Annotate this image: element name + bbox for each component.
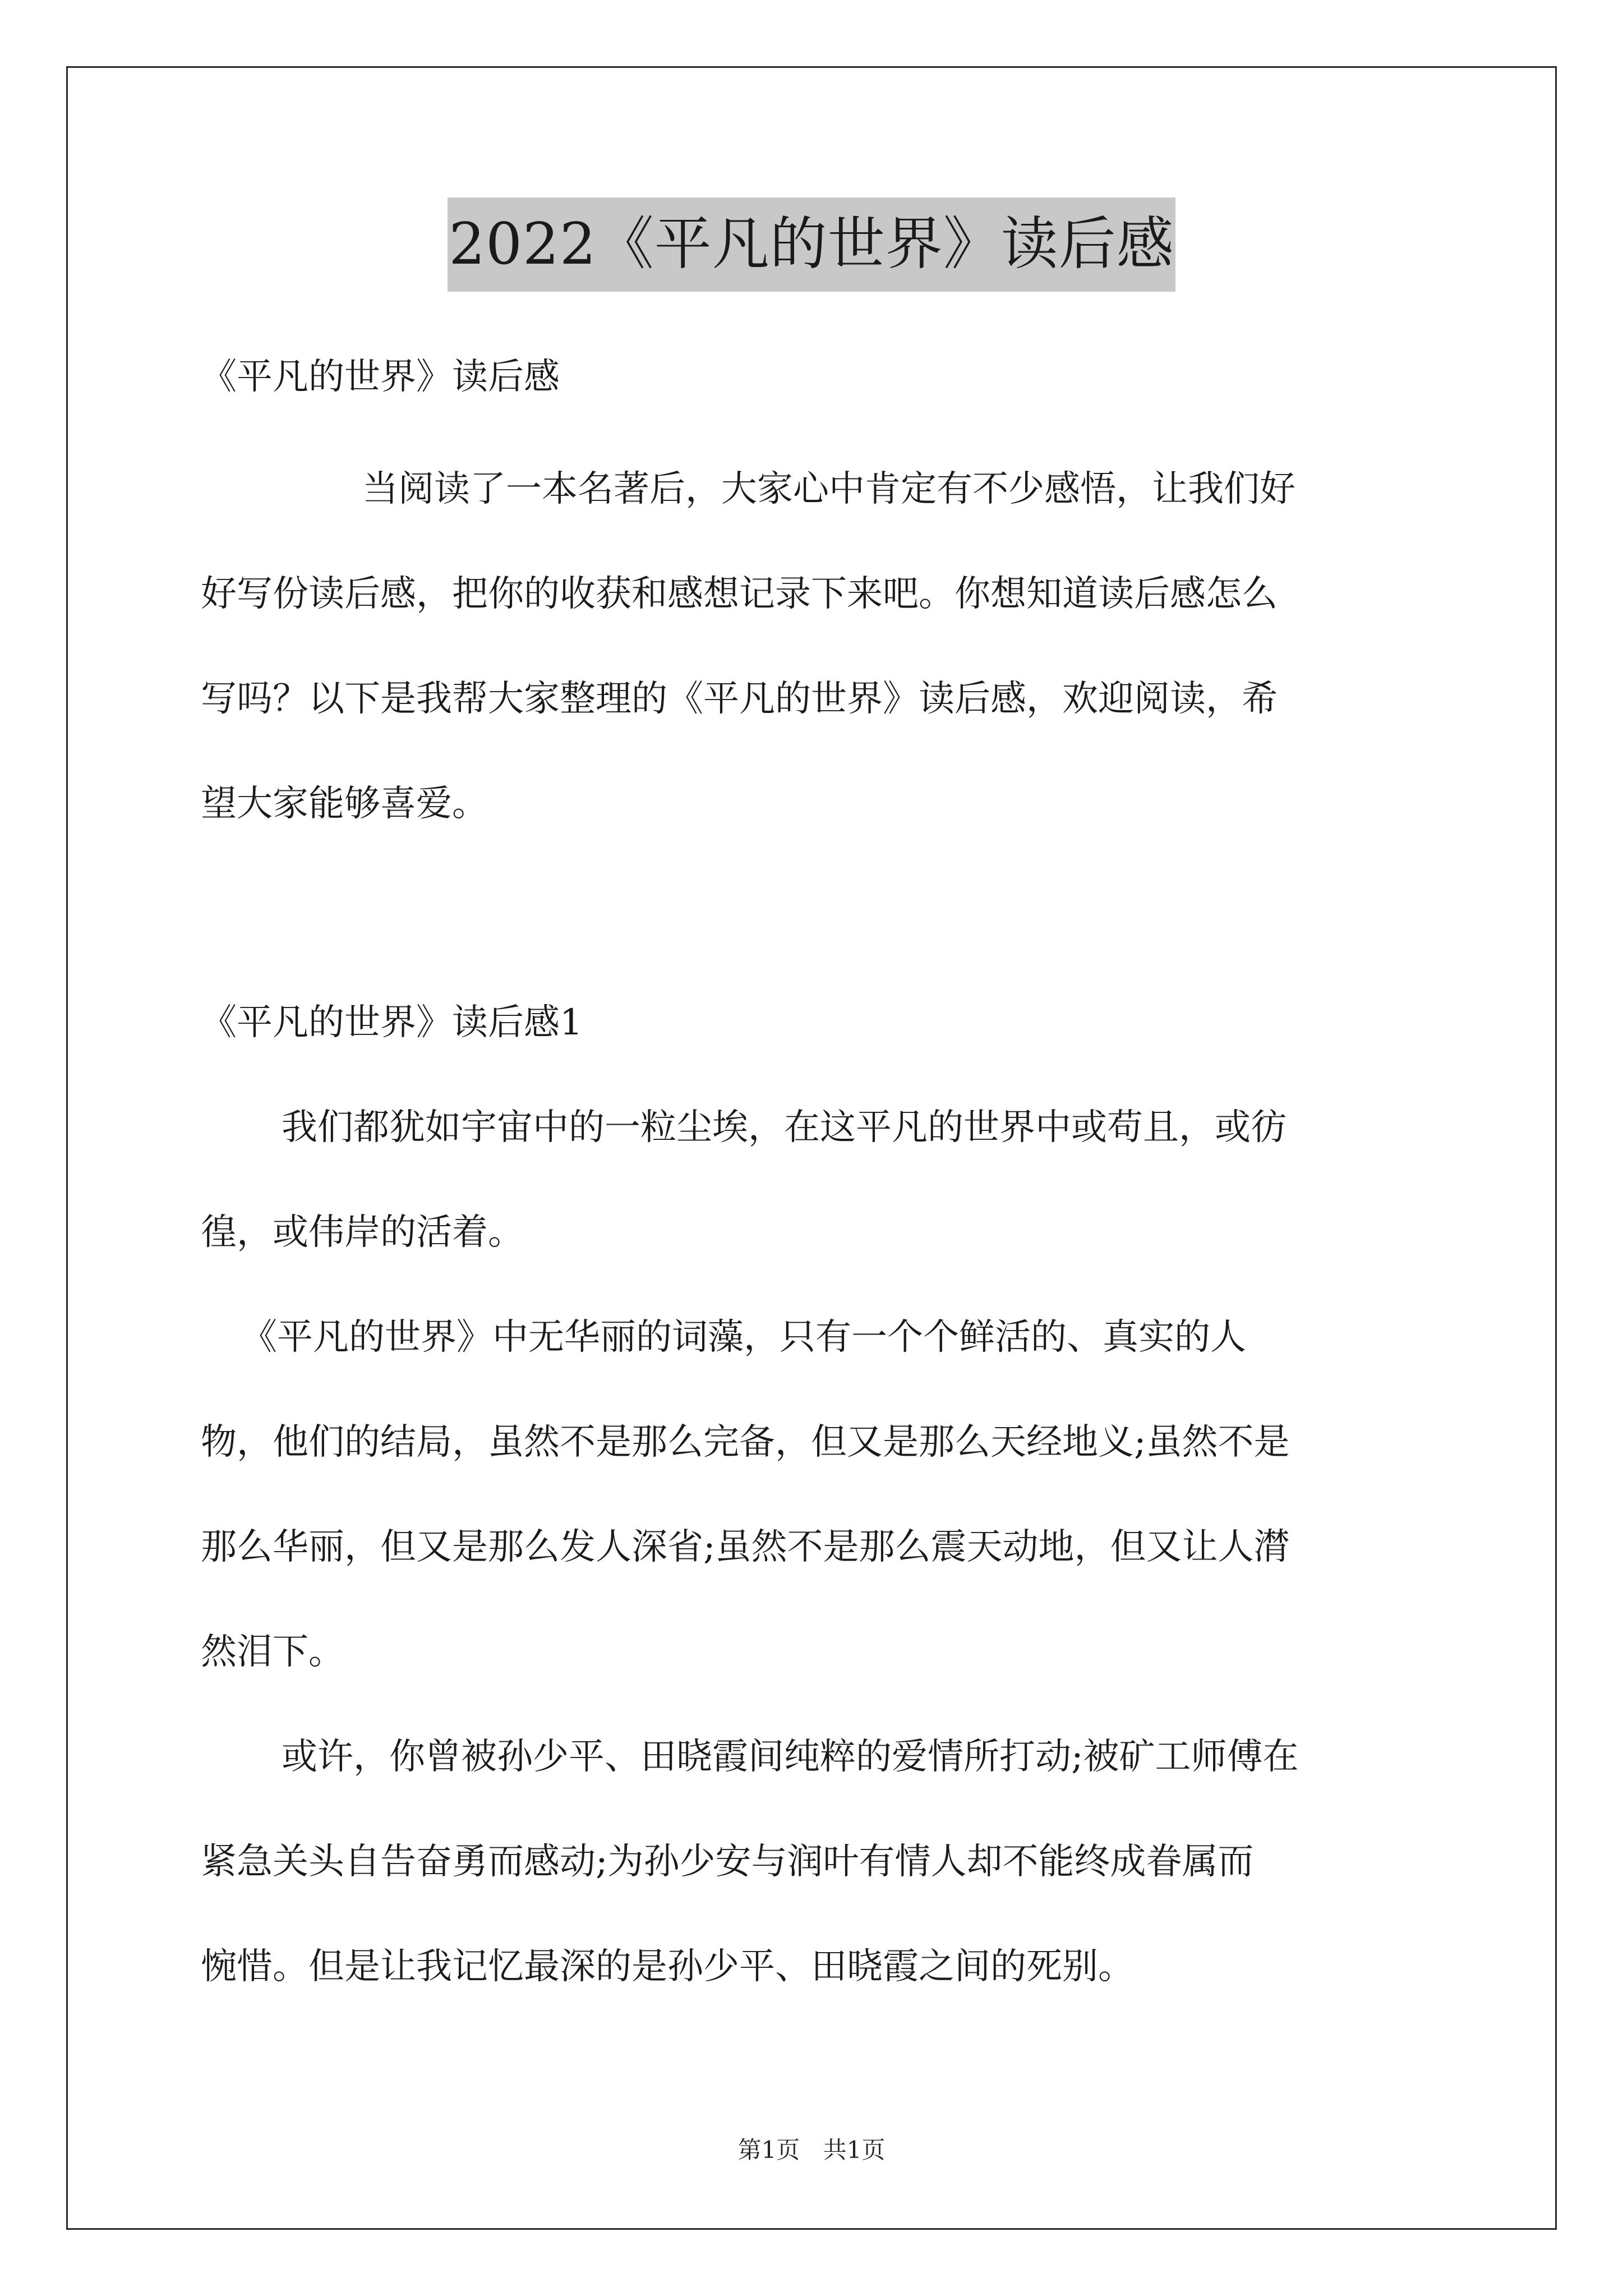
page-number: 第1页 bbox=[737, 2136, 800, 2164]
intro-line: 当阅读了一本名著后，大家心中肯定有不少感悟，让我们好 bbox=[362, 468, 1295, 510]
paragraph-line: 物，他们的结局，虽然不是那么完备，但又是那么天经地义;虽然不是 bbox=[201, 1421, 1290, 1463]
paragraph-line: 然泪下。 bbox=[201, 1631, 344, 1673]
paragraph-line: 或许，你曾被孙少平、田晓霞间纯粹的爱情所打动;被矿工师傅在 bbox=[282, 1736, 1299, 1778]
title-container bbox=[0, 197, 1623, 292]
document-title: 2022《平凡的世界》读后感 bbox=[448, 197, 1175, 292]
intro-line: 写吗？以下是我帮大家整理的《平凡的世界》读后感，欢迎阅读，希 bbox=[201, 678, 1278, 720]
intro-line: 望大家能够喜爱。 bbox=[201, 783, 488, 825]
subtitle: 《平凡的世界》读后感 bbox=[201, 356, 560, 398]
section-heading: 《平凡的世界》读后感1 bbox=[201, 1002, 583, 1043]
paragraph-line: 《平凡的世界》中无华丽的词藻，只有一个个鲜活的、真实的人 bbox=[241, 1317, 1246, 1358]
paragraph-line: 惋惜。但是让我记忆最深的是孙少平、田晓霞之间的死别。 bbox=[201, 1946, 1134, 1987]
intro-line: 好写份读后感，把你的收获和感想记录下来吧。你想知道读后感怎么 bbox=[201, 573, 1278, 615]
paragraph-line: 那么华丽，但又是那么发人深省;虽然不是那么震天动地，但又让人潸 bbox=[201, 1526, 1290, 1568]
page-footer bbox=[0, 2134, 1623, 2166]
paragraph-line: 我们都犹如宇宙中的一粒尘埃，在这平凡的世界中或苟且，或彷 bbox=[282, 1107, 1287, 1148]
page-total: 共1页 bbox=[823, 2136, 886, 2164]
paragraph-line: 徨，或伟岸的活着。 bbox=[201, 1212, 524, 1253]
paragraph-line: 紧急关头自告奋勇而感动;为孙少安与润叶有情人却不能终成眷属而 bbox=[201, 1841, 1254, 1883]
